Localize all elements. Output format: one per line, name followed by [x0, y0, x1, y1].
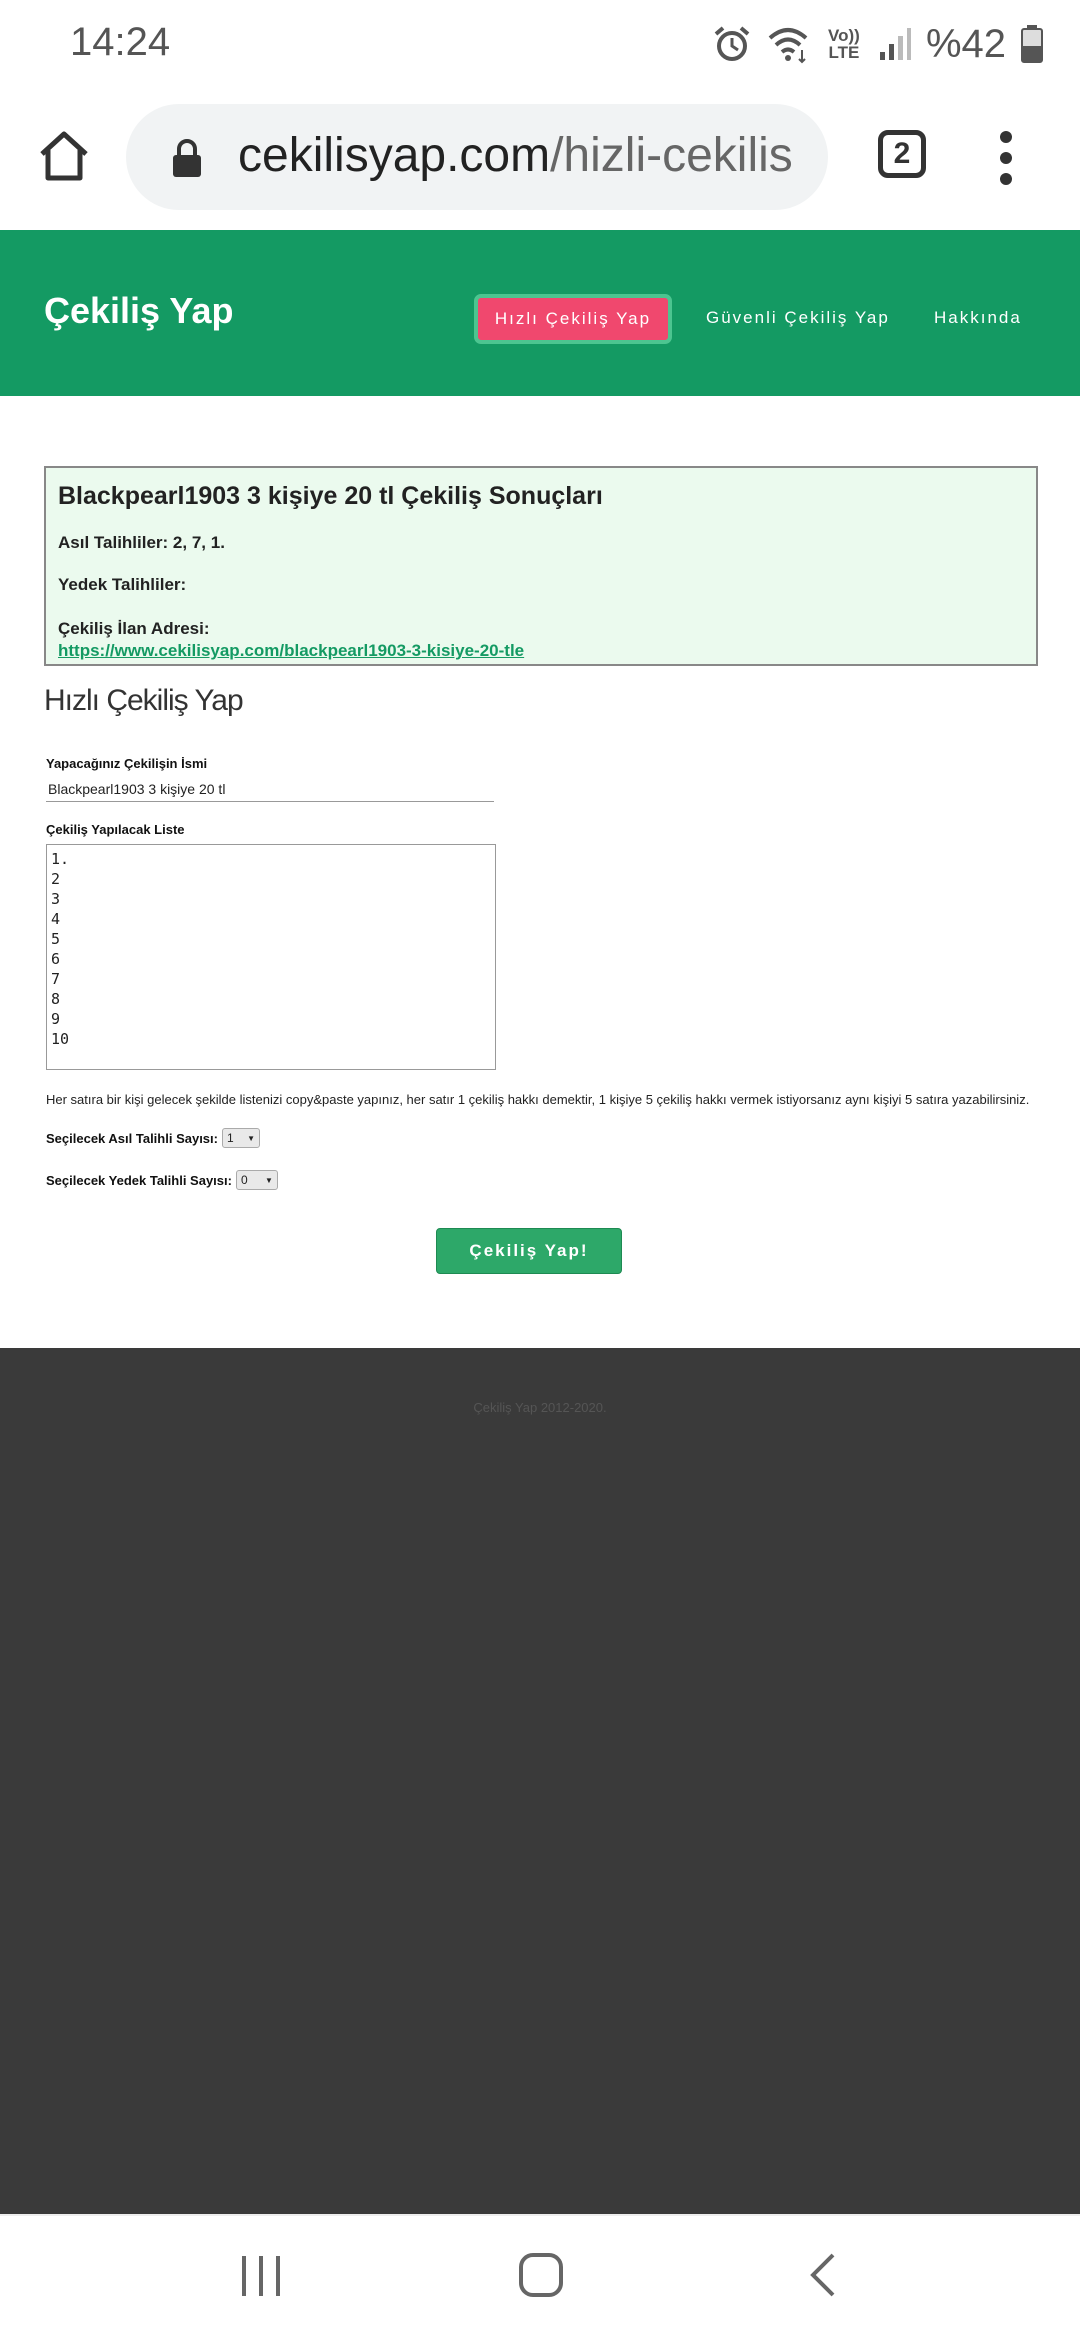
battery-icon — [1020, 24, 1044, 64]
url-text — [238, 128, 793, 183]
home-icon[interactable] — [34, 126, 94, 186]
recent-apps-icon[interactable] — [238, 2254, 284, 2298]
footer-text: Çekiliş Yap 2012-2020. — [473, 1400, 607, 1415]
battery-percent: %42 — [925, 21, 1006, 66]
main-count-label: Seçilecek Asıl Talihli Sayısı: — [46, 1130, 218, 1146]
section-title: Hızlı Çekiliş Yap — [44, 684, 243, 717]
backup-count-value: 0 — [240, 1173, 248, 1187]
home-nav-icon[interactable] — [518, 2252, 564, 2298]
help-text: Her satıra bir kişi gelecek şekilde listenizi copy&paste yapınız, her satır 1 çekiliş hakkı demektir, 1 kişiye 5 çekiliş hakkı vermek istiyorsanız aynı kişiyi 5 satıra yazabilirsiniz. — [46, 1092, 1030, 1107]
main-count-value: 1 — [226, 1131, 234, 1145]
backup-count-select[interactable] — [236, 1170, 278, 1190]
alarm-icon — [712, 24, 752, 64]
main-count-select[interactable] — [222, 1128, 260, 1148]
nav-guvenli-cekilis[interactable]: Güvenli Çekiliş Yap — [706, 308, 890, 327]
lte-icon: Vo)) LTE — [828, 26, 860, 62]
nav-hizli-cekilis[interactable]: Hızlı Çekiliş Yap — [474, 294, 672, 344]
lock-icon — [170, 138, 204, 178]
chevron-down-icon: ▼ — [247, 1133, 255, 1143]
site-footer — [0, 1348, 1080, 2214]
main-count-row — [46, 1128, 260, 1148]
wifi-icon — [766, 24, 810, 64]
submit-button[interactable]: Çekiliş Yap! — [436, 1228, 622, 1274]
raffle-name-input[interactable] — [46, 776, 494, 802]
back-icon[interactable] — [808, 2252, 838, 2298]
chevron-down-icon: ▼ — [265, 1175, 273, 1185]
result-title: Blackpearl1903 3 kişiye 20 tl Çekiliş Sonuçları — [58, 482, 603, 510]
url-domain: cekilisyap.com — [238, 129, 551, 182]
browser-toolbar — [0, 88, 1080, 228]
url-path: /hizli-cekilis — [550, 129, 793, 182]
status-bar — [0, 0, 1080, 88]
site-logo[interactable]: Çekiliş Yap — [44, 290, 234, 331]
status-icons — [712, 14, 1044, 74]
system-navigation-bar — [0, 2214, 1080, 2340]
tab-switcher-button[interactable]: 2 — [878, 130, 926, 178]
list-label: Çekiliş Yapılacak Liste — [46, 822, 185, 837]
main-winners: Asıl Talihliler: 2, 7, 1. — [58, 533, 225, 552]
nav-hakkinda[interactable]: Hakkında — [934, 308, 1022, 327]
more-options-icon[interactable] — [996, 130, 1016, 186]
signal-icon — [878, 26, 912, 62]
address-bar[interactable] — [126, 104, 828, 210]
name-label: Yapacağınız Çekilişin İsmi — [46, 756, 208, 771]
backup-winners: Yedek Talihliler: — [58, 575, 187, 594]
result-panel — [44, 466, 1038, 666]
address-label: Çekiliş İlan Adresi: — [58, 619, 210, 638]
result-address-link[interactable]: https://www.cekilisyap.com/blackpearl1903-3-kisiye-20-tle — [58, 641, 525, 660]
site-header — [0, 230, 1080, 396]
status-time: 14:24 — [70, 20, 171, 64]
backup-count-label: Seçilecek Yedek Talihli Sayısı: — [46, 1172, 232, 1188]
raffle-list-textarea[interactable] — [46, 844, 496, 1070]
backup-count-row — [46, 1170, 278, 1190]
